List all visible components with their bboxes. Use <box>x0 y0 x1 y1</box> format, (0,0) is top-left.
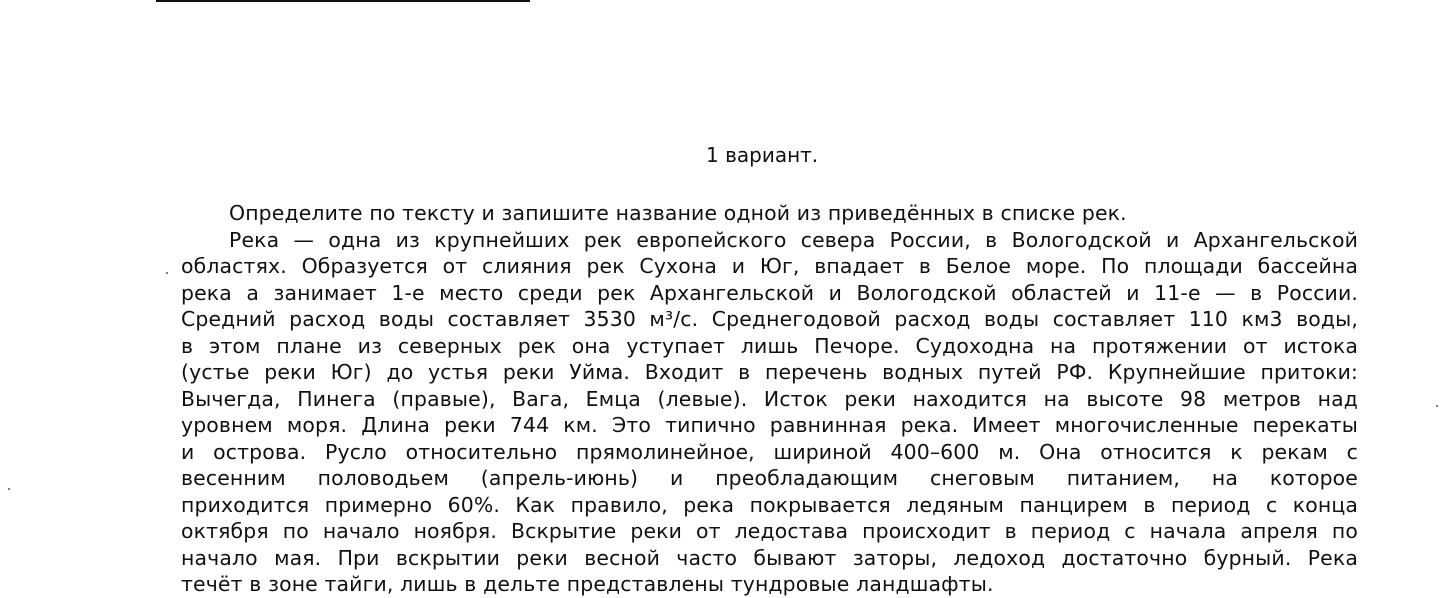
top-rule <box>156 0 530 2</box>
passage-line: уровнем моря. Длина реки 744 км. Это типично равнинная река. Имеет многочисленные перекаты <box>181 413 1358 437</box>
passage-line: Средний расход воды составляет 3530 м³/с. Среднегодовой расход воды составляет 110 км3 воды, <box>181 307 1358 331</box>
passage-line: Вычегда, Пинега (правые), Вага, Емца (левые). Исток реки находится на высоте 98 метров над <box>181 386 1358 411</box>
passage-line: начало мая. При вскрытии реки весной часто бывают заторы, ледоход достаточно бурный. Река <box>181 545 1358 570</box>
passage-line: Река — одна из крупнейших рек европейского севера России, в Вологодской и Архангельской <box>229 227 1358 252</box>
passage-line: приходится примерно 60%. Как правило, река покрывается ледяным панцирем в период с конца <box>181 492 1358 517</box>
task-instruction: Определите по тексту и запишите название одной из приведённых в списке рек. <box>229 201 1127 225</box>
passage-line: в этом плане из северных рек она уступает лишь Печоре. Судоходна на протяжении от истока <box>181 333 1358 358</box>
passage-line: (устье реки Юг) до устья реки Уйма. Входит в перечень водных путей РФ. Крупнейшие притоки: <box>181 360 1358 384</box>
passage-line: течёт в зоне тайги, лишь в дельте представлены тундровые ландшафты. <box>181 572 994 596</box>
scan-speck <box>1436 405 1438 407</box>
passage-line: река а занимает 1-е место среди рек Архангельской и Вологодской областей и 11-е — в России. <box>181 280 1358 305</box>
scan-speck <box>8 488 10 490</box>
passage-line: весенним половодьем (апрель-июнь) и преобладающим снеговым питанием, на которое <box>181 466 1358 490</box>
variant-title: 1 вариант. <box>706 143 819 167</box>
passage-line: октября по начало ноября. Вскрытие реки от ледостава происходит в период с начала апреля по <box>181 519 1358 543</box>
scan-speck <box>166 272 168 274</box>
passage-line: и острова. Русло относительно прямолинейное, шириной 400–600 м. Она относится к рекам с <box>181 439 1358 464</box>
document-body <box>181 200 1358 598</box>
passage-line: областях. Образуется от слияния рек Сухона и Юг, впадает в Белое море. По площади бассейна <box>181 254 1358 278</box>
